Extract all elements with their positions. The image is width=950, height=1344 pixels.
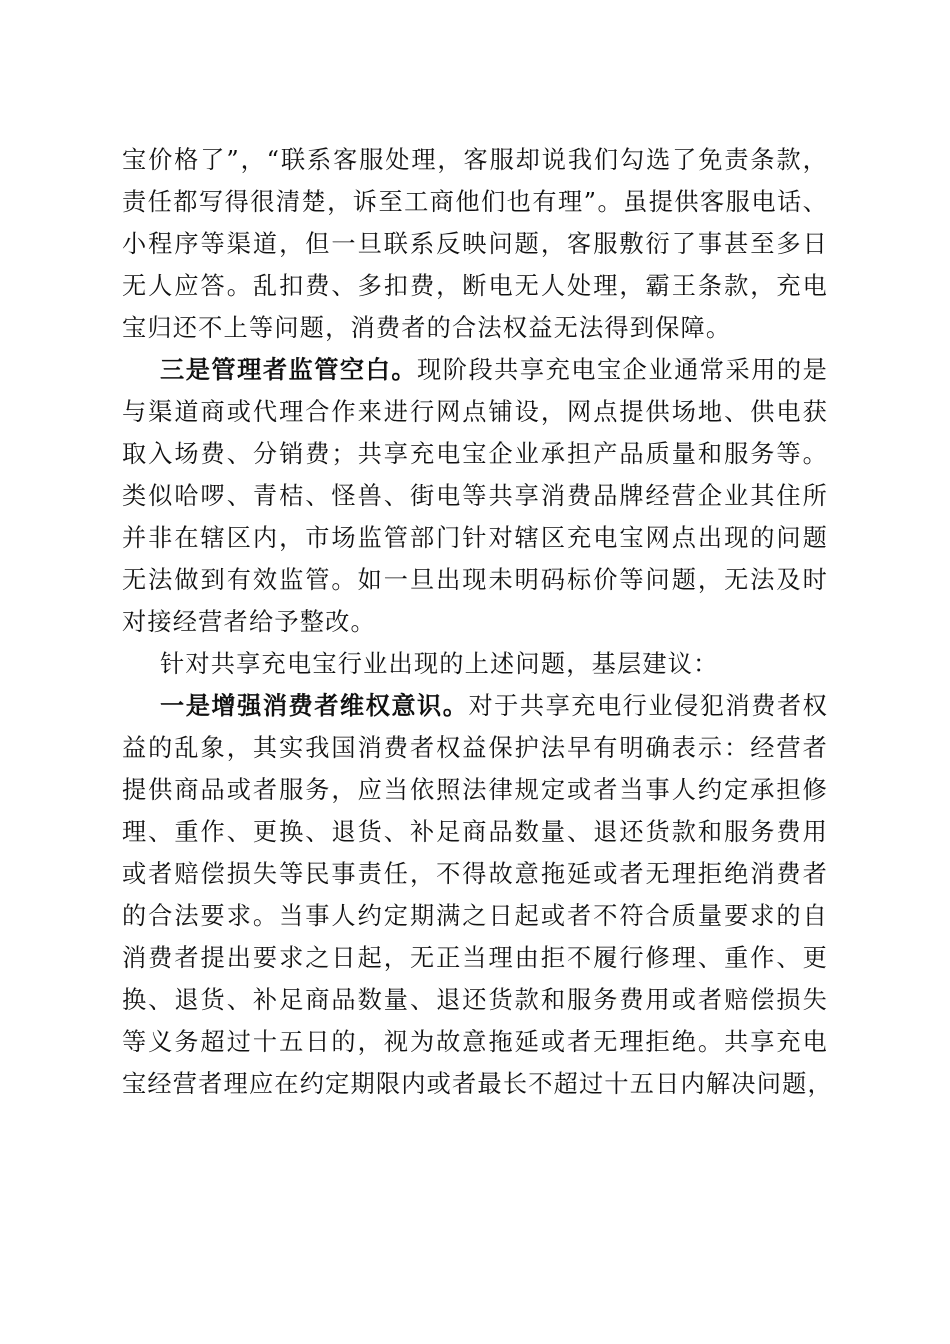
section-heading-line: 三是管理者监管空白。现阶段共享充电宝企业通常采用的是 (160, 355, 828, 384)
text-line: 提供商品或者服务，应当依照法律规定或者当事人约定承担修 (122, 776, 828, 804)
text-line: 或者赔偿损失等民事责任，不得故意拖延或者无理拒绝消费者 (122, 860, 828, 888)
text-line: 宝归还不上等问题，消费者的合法权益无法得到保障。 (122, 314, 732, 342)
text-line: 对接经营者给予整改。 (122, 608, 376, 636)
text-line: 与渠道商或代理合作来进行网点铺设，网点提供场地、供电获 (122, 398, 828, 426)
text-line: 等义务超过十五日的，视为故意拖延或者无理拒绝。共享充电 (122, 1028, 828, 1056)
section-heading-line: 一是增强消费者维权意识。对于共享充电行业侵犯消费者权 (160, 691, 828, 720)
text-line: 宝价格了”，“联系客服处理，客服却说我们勾选了免责条款， (122, 146, 828, 174)
text-line: 类似哈啰、青桔、怪兽、街电等共享消费品牌经营企业其住所 (122, 482, 828, 510)
text-line: 小程序等渠道，但一旦联系反映问题，客服敷衍了事甚至多日 (122, 230, 828, 258)
text-line: 换、退货、补足商品数量、退还货款和服务费用或者赔偿损失 (122, 986, 828, 1014)
text-line: 责任都写得很清楚，诉至工商他们也有理”。虽提供客服电话、 (122, 188, 828, 216)
section-heading: 三是管理者监管空白。 (160, 355, 418, 384)
text-line: 理、重作、更换、退货、补足商品数量、退还货款和服务费用 (122, 818, 828, 846)
text-line: 针对共享充电宝行业出现的上述问题，基层建议： (160, 650, 719, 678)
text-line: 取入场费、分销费；共享充电宝企业承担产品质量和服务等。 (122, 440, 828, 468)
text-line: 宝经营者理应在约定期限内或者最长不超过十五日内解决问题， (122, 1070, 833, 1098)
text-line: 并非在辖区内，市场监管部门针对辖区充电宝网点出现的问题 (122, 524, 828, 552)
text-line: 消费者提出要求之日起，无正当理由拒不履行修理、重作、更 (122, 944, 828, 972)
text-line: 无人应答。乱扣费、多扣费，断电无人处理，霸王条款，充电 (122, 272, 828, 300)
text-line: 的合法要求。当事人约定期满之日起或者不符合质量要求的自 (122, 902, 828, 930)
text-line: 无法做到有效监管。如一旦出现未明码标价等问题，无法及时 (122, 566, 828, 594)
section-heading: 一是增强消费者维权意识。 (160, 691, 469, 720)
text-line: 益的乱象，其实我国消费者权益保护法早有明确表示：经营者 (122, 734, 828, 762)
